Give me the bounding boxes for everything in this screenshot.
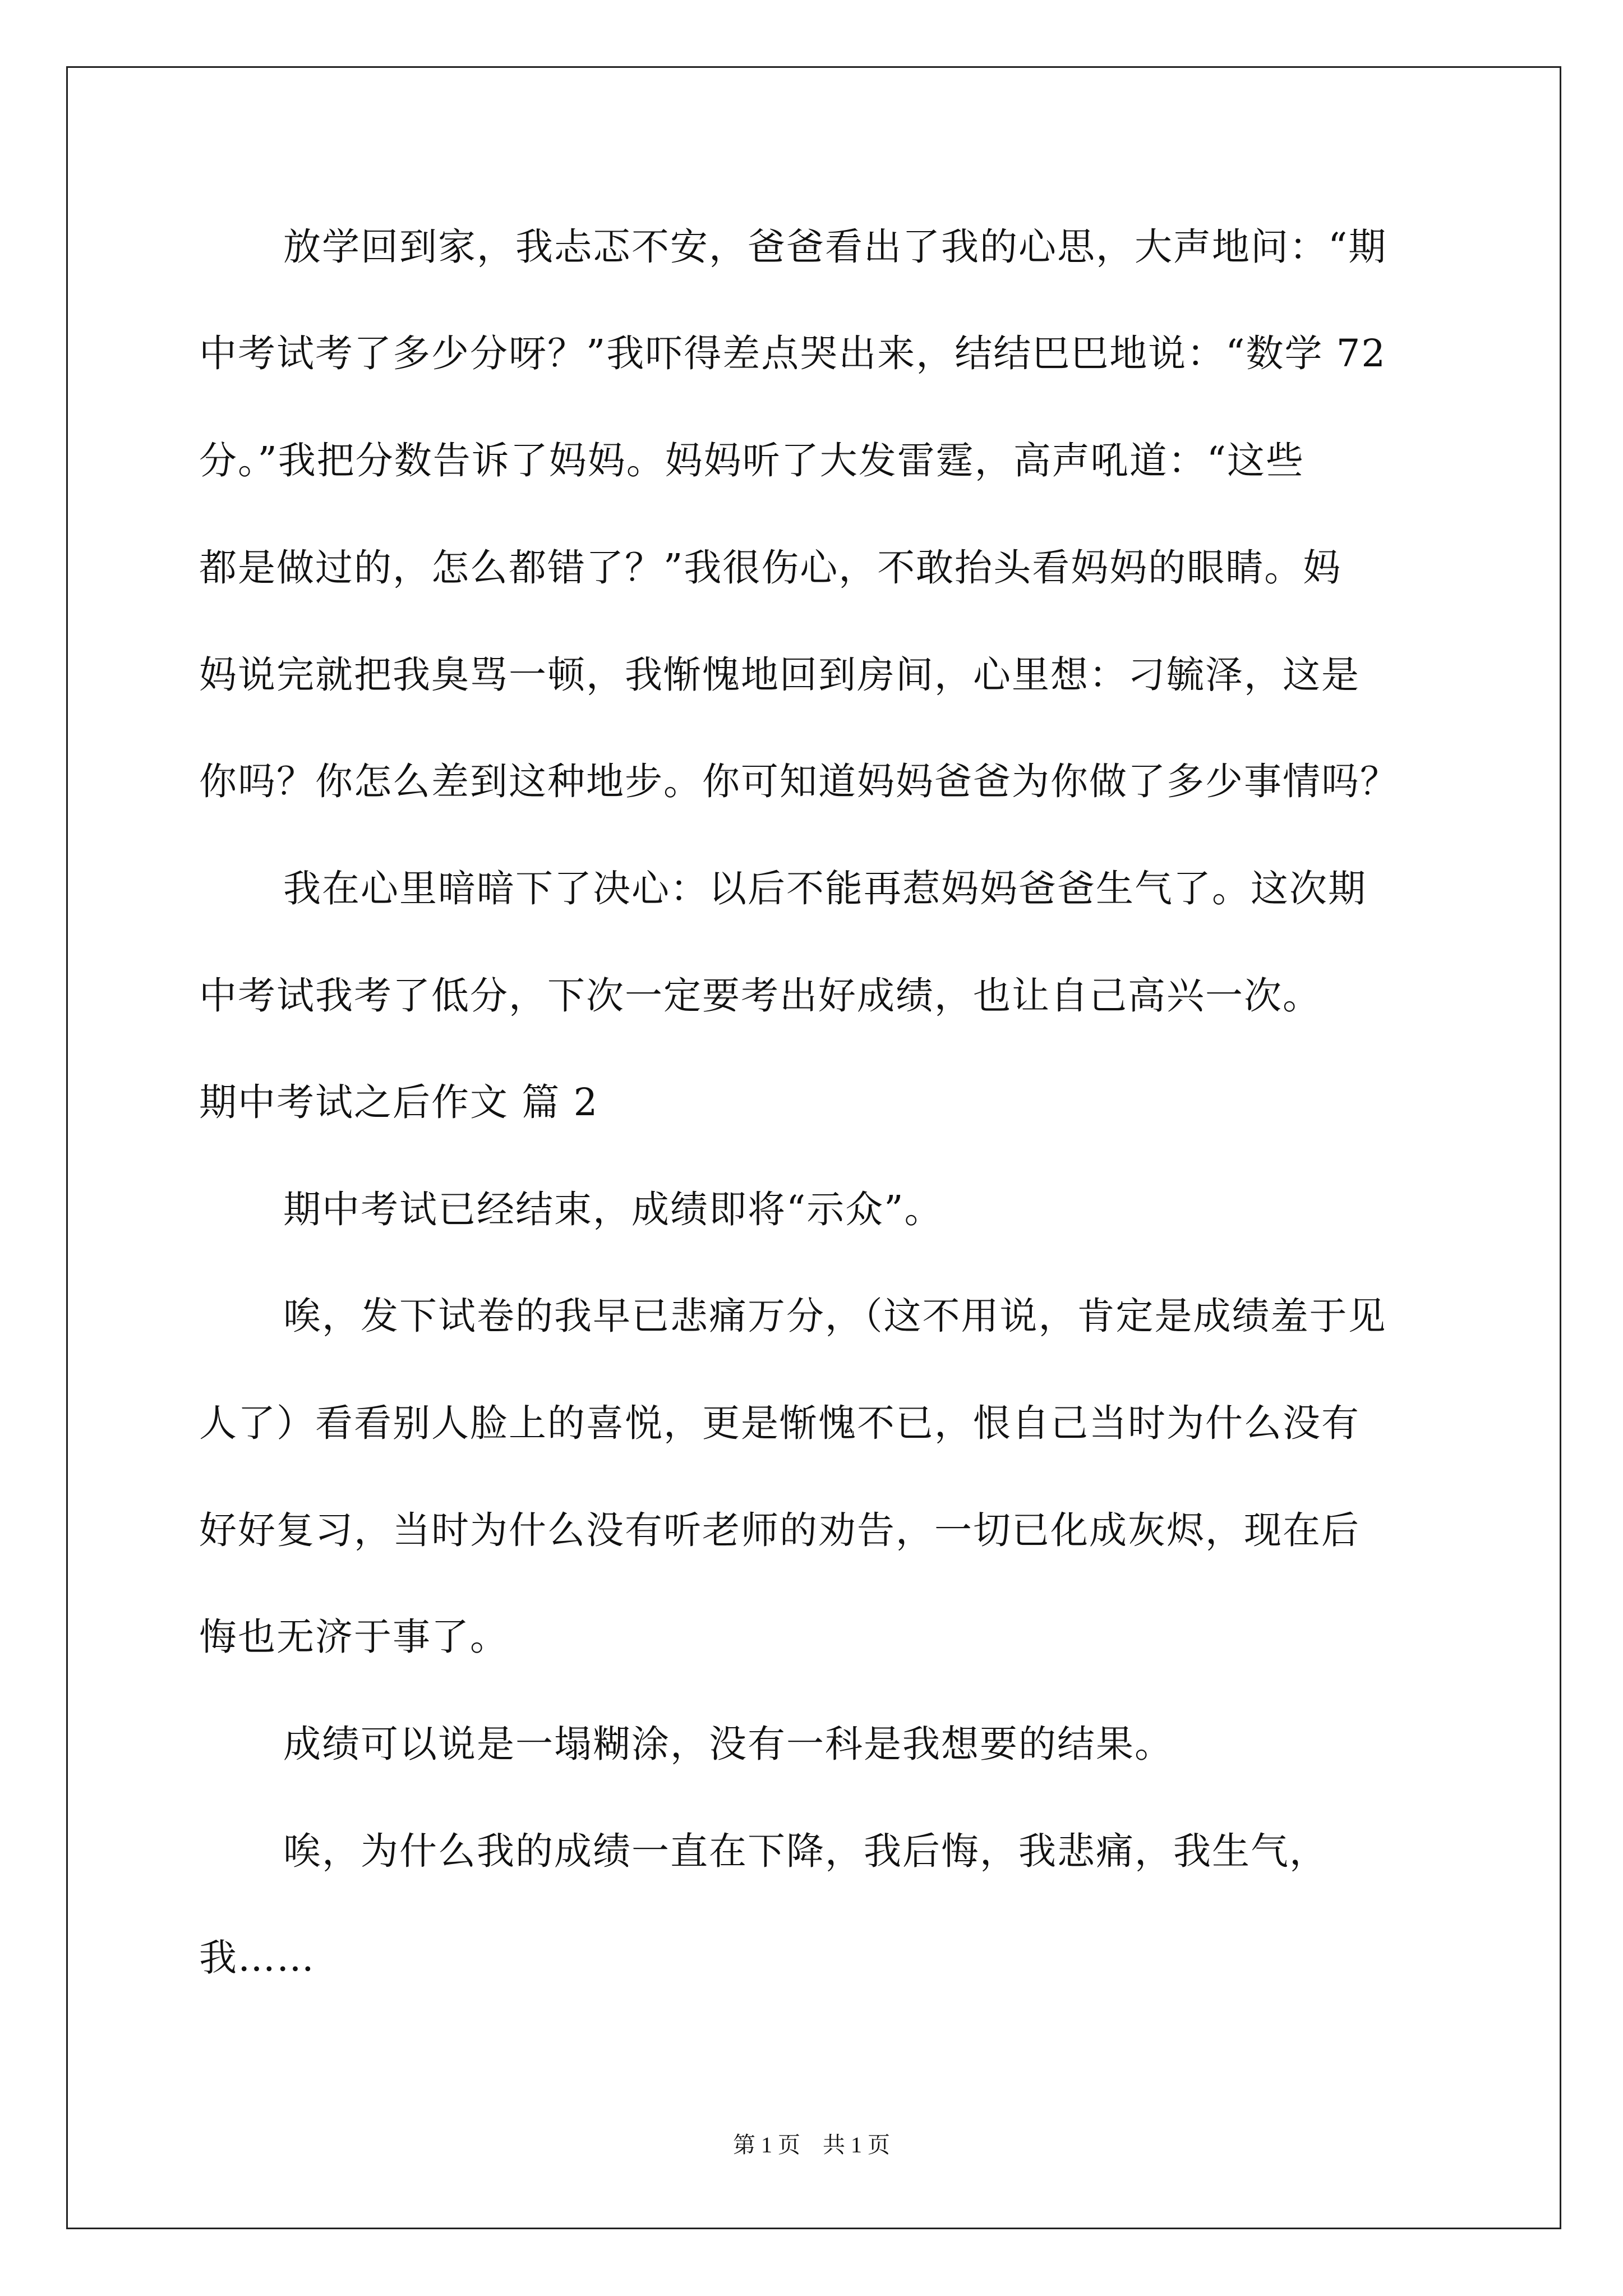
- text-line: 中考试我考了低分，下次一定要考出好成绩，也让自己高兴一次。: [199, 974, 1321, 1018]
- text-line: 唉，发下试卷的我早已悲痛万分，（这不用说，肯定是成绩羞于见: [283, 1294, 1387, 1338]
- text-line: 好好复习，当时为什么没有听老师的劝告，一切已化成灰烬，现在后: [199, 1508, 1360, 1552]
- text-line: 放学回到家，我忐忑不安，爸爸看出了我的心思，大声地问：“期: [283, 225, 1387, 269]
- section-heading: 期中考试之后作文 篇 2: [199, 1080, 599, 1124]
- text-line: 人了）看看别人脸上的喜悦，更是惭愧不已，恨自己当时为什么没有: [199, 1401, 1360, 1445]
- text-line: 妈说完就把我臭骂一顿，我惭愧地回到房间，心里想：刁毓泽，这是: [199, 653, 1360, 697]
- text-line: 你吗？你怎么差到这种地步。你可知道妈妈爸爸为你做了多少事情吗？: [199, 760, 1399, 803]
- page-border: [66, 66, 1561, 2229]
- text-line: 悔也无济于事了。: [199, 1615, 509, 1659]
- page-number-footer: 第 1 页 共 1 页: [733, 2132, 890, 2157]
- text-line: 都是做过的，怎么都错了？”我很伤心，不敢抬头看妈妈的眼睛。妈: [199, 546, 1342, 590]
- text-line: 我在心里暗暗下了决心：以后不能再惹妈妈爸爸生气了。这次期: [283, 867, 1367, 910]
- text-line: 分。”我把分数告诉了妈妈。妈妈听了大发雷霆，高声吼道：“这些: [199, 439, 1305, 482]
- text-line: 唉，为什么我的成绩一直在下降，我后悔，我悲痛，我生气，: [283, 1829, 1328, 1873]
- text-line: 我……: [199, 1936, 315, 1980]
- text-line: 成绩可以说是一塌糊涂，没有一科是我想要的结果。: [283, 1722, 1173, 1766]
- text-line: 期中考试已经结束，成绩即将“示众”。: [283, 1188, 943, 1231]
- text-line: 中考试考了多少分呀？”我吓得差点哭出来，结结巴巴地说：“数学 72: [199, 332, 1387, 375]
